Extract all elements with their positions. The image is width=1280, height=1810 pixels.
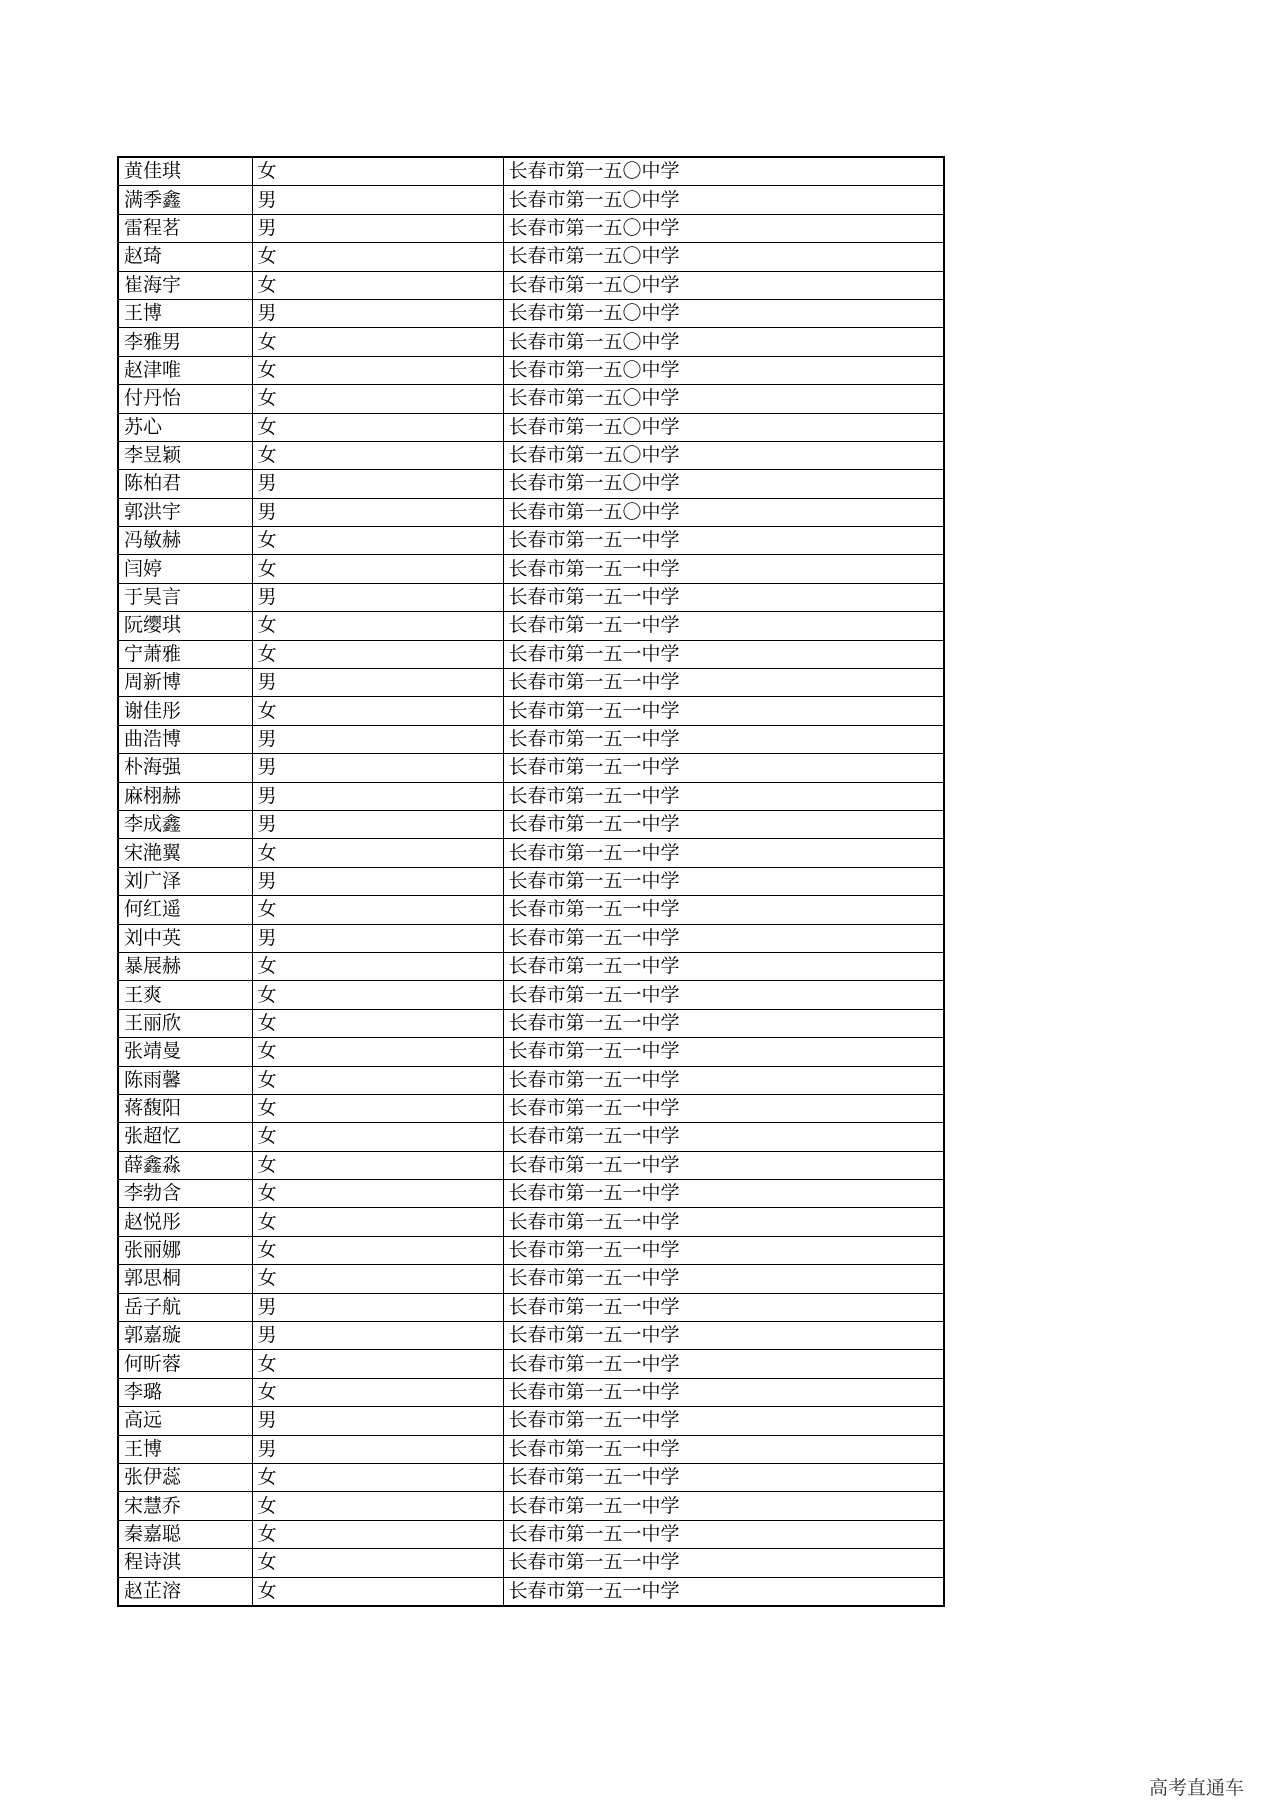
name-cell: 满季鑫 <box>118 186 252 214</box>
name-cell: 宋滟翼 <box>118 839 252 867</box>
school-cell: 长春市第一五一中学 <box>503 839 944 867</box>
table-row <box>118 640 944 668</box>
gender-cell: 女 <box>252 356 503 384</box>
school-cell: 长春市第一五一中学 <box>503 1577 944 1606</box>
gender-cell: 女 <box>252 640 503 668</box>
table-row <box>118 470 944 498</box>
gender-cell: 女 <box>252 271 503 299</box>
name-cell: 王爽 <box>118 981 252 1009</box>
school-cell: 长春市第一五一中学 <box>503 924 944 952</box>
table-row <box>118 896 944 924</box>
table-row <box>118 441 944 469</box>
table-row <box>118 186 944 214</box>
school-cell: 长春市第一五一中学 <box>503 1038 944 1066</box>
school-cell: 长春市第一五一中学 <box>503 669 944 697</box>
school-cell: 长春市第一五一中学 <box>503 1350 944 1378</box>
table-row <box>118 810 944 838</box>
name-cell: 李勃含 <box>118 1180 252 1208</box>
school-cell: 长春市第一五〇中学 <box>503 243 944 271</box>
school-cell: 长春市第一五〇中学 <box>503 385 944 413</box>
name-cell: 陈柏君 <box>118 470 252 498</box>
school-cell: 长春市第一五一中学 <box>503 1463 944 1491</box>
table-row <box>118 385 944 413</box>
gender-cell: 女 <box>252 697 503 725</box>
school-cell: 长春市第一五一中学 <box>503 1378 944 1406</box>
table-row <box>118 1350 944 1378</box>
table-row <box>118 1577 944 1606</box>
gender-cell: 女 <box>252 1038 503 1066</box>
school-cell: 长春市第一五一中学 <box>503 981 944 1009</box>
school-cell: 长春市第一五一中学 <box>503 583 944 611</box>
school-cell: 长春市第一五一中学 <box>503 952 944 980</box>
school-cell: 长春市第一五一中学 <box>503 1322 944 1350</box>
table-row <box>118 1520 944 1548</box>
gender-cell: 女 <box>252 981 503 1009</box>
gender-cell: 男 <box>252 186 503 214</box>
school-cell: 长春市第一五一中学 <box>503 1123 944 1151</box>
name-cell: 郭思桐 <box>118 1265 252 1293</box>
gender-cell: 女 <box>252 441 503 469</box>
table-row <box>118 1435 944 1463</box>
table-row <box>118 952 944 980</box>
table-row <box>118 1236 944 1264</box>
name-cell: 张丽娜 <box>118 1236 252 1264</box>
gender-cell: 女 <box>252 1094 503 1122</box>
gender-cell: 女 <box>252 1123 503 1151</box>
name-cell: 何红遥 <box>118 896 252 924</box>
gender-cell: 男 <box>252 299 503 327</box>
gender-cell: 女 <box>252 1066 503 1094</box>
name-cell: 闫婷 <box>118 555 252 583</box>
name-cell: 冯敏赫 <box>118 527 252 555</box>
table-row <box>118 1094 944 1122</box>
school-cell: 长春市第一五一中学 <box>503 1265 944 1293</box>
school-cell: 长春市第一五〇中学 <box>503 356 944 384</box>
table-row <box>118 1180 944 1208</box>
school-cell: 长春市第一五〇中学 <box>503 498 944 526</box>
school-cell: 长春市第一五〇中学 <box>503 413 944 441</box>
gender-cell: 女 <box>252 157 503 186</box>
table-row <box>118 1066 944 1094</box>
gender-cell: 女 <box>252 1378 503 1406</box>
name-cell: 赵津唯 <box>118 356 252 384</box>
gender-cell: 男 <box>252 1293 503 1321</box>
school-cell: 长春市第一五一中学 <box>503 1009 944 1037</box>
name-cell: 黄佳琪 <box>118 157 252 186</box>
gender-cell: 男 <box>252 1435 503 1463</box>
name-cell: 何昕蓉 <box>118 1350 252 1378</box>
school-cell: 长春市第一五一中学 <box>503 1407 944 1435</box>
gender-cell: 女 <box>252 1520 503 1548</box>
table-row <box>118 1293 944 1321</box>
gender-cell: 男 <box>252 782 503 810</box>
school-cell: 长春市第一五一中学 <box>503 640 944 668</box>
table-row <box>118 867 944 895</box>
school-cell: 长春市第一五一中学 <box>503 1236 944 1264</box>
gender-cell: 男 <box>252 1322 503 1350</box>
table-row <box>118 1492 944 1520</box>
school-cell: 长春市第一五〇中学 <box>503 299 944 327</box>
table-row <box>118 271 944 299</box>
gender-cell: 女 <box>252 1265 503 1293</box>
gender-cell: 女 <box>252 1492 503 1520</box>
school-cell: 长春市第一五〇中学 <box>503 470 944 498</box>
name-cell: 郭嘉璇 <box>118 1322 252 1350</box>
name-cell: 郭洪宇 <box>118 498 252 526</box>
name-cell: 崔海宇 <box>118 271 252 299</box>
name-cell: 宁萧雅 <box>118 640 252 668</box>
table-row <box>118 1038 944 1066</box>
table-row <box>118 1549 944 1577</box>
gender-cell: 女 <box>252 1350 503 1378</box>
table-row <box>118 981 944 1009</box>
name-cell: 苏心 <box>118 413 252 441</box>
school-cell: 长春市第一五〇中学 <box>503 441 944 469</box>
gender-cell: 女 <box>252 1463 503 1491</box>
school-cell: 长春市第一五一中学 <box>503 1293 944 1321</box>
table-row <box>118 1322 944 1350</box>
school-cell: 长春市第一五一中学 <box>503 1492 944 1520</box>
name-cell: 程诗淇 <box>118 1549 252 1577</box>
name-cell: 于昊言 <box>118 583 252 611</box>
gender-cell: 女 <box>252 1208 503 1236</box>
name-cell: 朴海强 <box>118 754 252 782</box>
gender-cell: 女 <box>252 839 503 867</box>
table-row <box>118 243 944 271</box>
gender-cell: 女 <box>252 896 503 924</box>
name-cell: 阮缨琪 <box>118 612 252 640</box>
name-cell: 薛鑫淼 <box>118 1151 252 1179</box>
name-cell: 赵芷溶 <box>118 1577 252 1606</box>
gender-cell: 男 <box>252 754 503 782</box>
school-cell: 长春市第一五〇中学 <box>503 214 944 242</box>
name-cell: 付丹怡 <box>118 385 252 413</box>
gender-cell: 男 <box>252 583 503 611</box>
table-row <box>118 924 944 952</box>
school-cell: 长春市第一五一中学 <box>503 1180 944 1208</box>
name-cell: 高远 <box>118 1407 252 1435</box>
name-cell: 赵琦 <box>118 243 252 271</box>
name-cell: 陈雨馨 <box>118 1066 252 1094</box>
name-cell: 暴展赫 <box>118 952 252 980</box>
school-cell: 长春市第一五〇中学 <box>503 186 944 214</box>
name-cell: 刘广泽 <box>118 867 252 895</box>
table-row <box>118 782 944 810</box>
table-row <box>118 583 944 611</box>
school-cell: 长春市第一五一中学 <box>503 867 944 895</box>
table-row <box>118 157 944 186</box>
school-cell: 长春市第一五一中学 <box>503 782 944 810</box>
school-cell: 长春市第一五一中学 <box>503 1151 944 1179</box>
gender-cell: 女 <box>252 1549 503 1577</box>
table-row <box>118 527 944 555</box>
table-row <box>118 1378 944 1406</box>
gender-cell: 女 <box>252 1180 503 1208</box>
gender-cell: 女 <box>252 527 503 555</box>
table-row <box>118 1407 944 1435</box>
name-cell: 张超忆 <box>118 1123 252 1151</box>
table-row <box>118 413 944 441</box>
name-cell: 李雅男 <box>118 328 252 356</box>
gender-cell: 男 <box>252 1407 503 1435</box>
name-cell: 李璐 <box>118 1378 252 1406</box>
table-row <box>118 299 944 327</box>
name-cell: 曲浩博 <box>118 725 252 753</box>
name-cell: 秦嘉聪 <box>118 1520 252 1548</box>
gender-cell: 女 <box>252 1151 503 1179</box>
school-cell: 长春市第一五一中学 <box>503 697 944 725</box>
school-cell: 长春市第一五一中学 <box>503 1208 944 1236</box>
school-cell: 长春市第一五〇中学 <box>503 271 944 299</box>
name-cell: 王博 <box>118 1435 252 1463</box>
gender-cell: 女 <box>252 1009 503 1037</box>
school-cell: 长春市第一五一中学 <box>503 725 944 753</box>
school-cell: 长春市第一五一中学 <box>503 754 944 782</box>
name-cell: 王丽欣 <box>118 1009 252 1037</box>
school-cell: 长春市第一五一中学 <box>503 1435 944 1463</box>
school-cell: 长春市第一五〇中学 <box>503 157 944 186</box>
table-row <box>118 1009 944 1037</box>
name-cell: 张伊蕊 <box>118 1463 252 1491</box>
name-cell: 张靖曼 <box>118 1038 252 1066</box>
gender-cell: 女 <box>252 385 503 413</box>
gender-cell: 男 <box>252 470 503 498</box>
school-cell: 长春市第一五一中学 <box>503 555 944 583</box>
watermark-text: 高考直通车 <box>1149 1777 1245 1799</box>
student-table <box>117 156 945 1607</box>
table-row <box>118 1208 944 1236</box>
school-cell: 长春市第一五〇中学 <box>503 328 944 356</box>
table-row <box>118 1463 944 1491</box>
gender-cell: 女 <box>252 612 503 640</box>
gender-cell: 男 <box>252 867 503 895</box>
table-row <box>118 356 944 384</box>
gender-cell: 女 <box>252 555 503 583</box>
name-cell: 谢佳彤 <box>118 697 252 725</box>
name-cell: 刘中英 <box>118 924 252 952</box>
name-cell: 蒋馥阳 <box>118 1094 252 1122</box>
table-row <box>118 839 944 867</box>
school-cell: 长春市第一五一中学 <box>503 1549 944 1577</box>
gender-cell: 男 <box>252 669 503 697</box>
gender-cell: 女 <box>252 413 503 441</box>
school-cell: 长春市第一五一中学 <box>503 896 944 924</box>
school-cell: 长春市第一五一中学 <box>503 612 944 640</box>
table-row <box>118 612 944 640</box>
school-cell: 长春市第一五一中学 <box>503 1520 944 1548</box>
name-cell: 李成鑫 <box>118 810 252 838</box>
table-row <box>118 498 944 526</box>
name-cell: 周新博 <box>118 669 252 697</box>
table-row <box>118 669 944 697</box>
gender-cell: 女 <box>252 952 503 980</box>
name-cell: 宋慧乔 <box>118 1492 252 1520</box>
gender-cell: 女 <box>252 1236 503 1264</box>
gender-cell: 男 <box>252 214 503 242</box>
name-cell: 赵悦彤 <box>118 1208 252 1236</box>
gender-cell: 女 <box>252 243 503 271</box>
gender-cell: 男 <box>252 498 503 526</box>
name-cell: 雷程茗 <box>118 214 252 242</box>
name-cell: 岳子航 <box>118 1293 252 1321</box>
name-cell: 麻栩赫 <box>118 782 252 810</box>
gender-cell: 女 <box>252 328 503 356</box>
gender-cell: 男 <box>252 810 503 838</box>
table-row <box>118 725 944 753</box>
table-row <box>118 1151 944 1179</box>
gender-cell: 女 <box>252 1577 503 1606</box>
school-cell: 长春市第一五一中学 <box>503 527 944 555</box>
table-body <box>118 157 944 1606</box>
school-cell: 长春市第一五一中学 <box>503 1094 944 1122</box>
table-row <box>118 328 944 356</box>
school-cell: 长春市第一五一中学 <box>503 1066 944 1094</box>
name-cell: 李昱颖 <box>118 441 252 469</box>
table-row <box>118 1265 944 1293</box>
table-row <box>118 697 944 725</box>
gender-cell: 男 <box>252 725 503 753</box>
table-row <box>118 754 944 782</box>
name-cell: 王博 <box>118 299 252 327</box>
table-row <box>118 555 944 583</box>
gender-cell: 男 <box>252 924 503 952</box>
table-row <box>118 214 944 242</box>
school-cell: 长春市第一五一中学 <box>503 810 944 838</box>
table-row <box>118 1123 944 1151</box>
